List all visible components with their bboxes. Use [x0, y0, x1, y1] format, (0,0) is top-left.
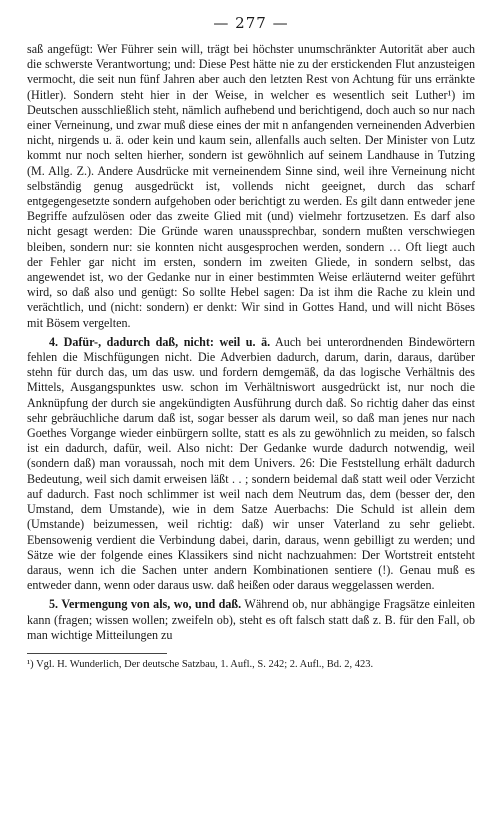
section-5-text: Während ob, nur abhängige Fragsätze einleiten kann (fragen; wissen wollen; zweifeln ob), steht es oft falsch statt daß z. B. für den Fall, ob man wichtige Mitteilungen zu	[27, 597, 475, 642]
page-number: — 277 —	[213, 14, 289, 32]
footnote-divider	[27, 653, 167, 654]
section-5-heading: 5. Vermengung von als, wo, und daß.	[49, 597, 242, 612]
footnote: ¹) Vgl. H. Wunderlich, Der deutsche Satzbau, 1. Aufl., S. 242; 2. Aufl., Bd. 2, 423.	[27, 658, 374, 670]
page-body	[27, 42, 475, 643]
section-4-heading: 4. Dafür-, dadurch daß, nicht: weil u. ä.	[49, 334, 271, 349]
paragraph-continuation: saß angefügt: Wer Führer sein will, trägt bei höchster unumschränkter Autorität aber auch die schwerste Verantwortung; und: Diese Pest hätte nie zu der erstickenden Flut anzusteigen vermocht, die seit nun fünf Jahren aber auch den letzten Rest von Achtung für uns erränkte (Hitler). Sondern steht hier in der Weise, in welcher es wesentlich seit Luther¹) im Deutschen ausschließlich steht, nämlich aufhebend und berichtigend, doch auch so nur nach einer Verneinung, und zwar muß diese eines der mit n anfangenden verneinenden Adverbien nicht, nirgends u. ä. oder kein und kaum sein, allenfalls auch selten. Der Minister von Lutz kommt nur noch selten hierher, sondern ist gewöhnlich auf seinem Landhause in Tutzing (M. Allg. Z.). Andere Ausdrücke mit verneinendem Sinne sind, weil ihre Verneinung nicht selbständig genug ausgedrückt ist, vollends nicht geeignet, durch das scharf entgegengesetzte sondern aufgehoben oder berichtigt zu werden. Es gilt dann entweder jene Begriffe aufzulösen oder das zweite Glied mit (und) vielmehr fortzusetzen. Es darf also nicht gesagt werden: Die Gründe waren unaussprechbar, sondern mußten verschwiegen bleiben, sondern nur: sie konnten nicht ausgesprochen werden, sondern … Oft liegt auch der Fehler gar nicht im ersten, sondern im zweiten Gliede, in sondern selbst, das angewendet ist, wo der Gedanke nur in einer bestimmten Weise erläuternd weiter geführt wird, so daß also und genügt: So sollte Hebel sagen: Da ist ihm die Rache zu klein und verächtlich, und (nicht: sondern) er denkt: Wir sind in Gottes Hand, und will nicht Böses mit Bösem vergelten.	[27, 42, 475, 330]
section-4	[27, 335, 475, 593]
section-5	[27, 597, 475, 643]
section-4-text: Auch bei unterordnenden Bindewörtern fehlen die Mischfügungen nicht. Die Adverbien dadurch, darum, darin, daraus, darüber stehn für durch das, um das usw. und fordern demgemäß, da das logische Verhältnis des Mittels, Ausgangspunktes usw. schon im Verhältniswort ausgedrückt ist, nur noch die Anknüpfung der durch sie angekündigten Ausführung durch daß. So richtig daher das einst sehr gebräuchliche darum daß ist, sogar besser als darum weil, so daß man jenes nur nach Goethes Vorgange wieder einbürgern sollte, statt es als zu gewöhnlich zu meiden, so falsch ist ein dadurch, dafür, weil. Also nicht: Der Gedanke wurde dadurch notwendig, weil (sondern daß) man voraussah, noch mit dem Univers. 26: Die Feststellung erhält dadurch Bedeutung, weil sich damit erweisen läßt . . ; sondern beidemal daß statt weil oder Verzicht auf dadurch. Fast noch schlimmer ist weil nach dem Neutrum das, dem (besser der, den Umstand, dem Umstande), wie in dem Satze Auerbachs: Die Schuld ist allein dem (Umstande) beizumessen, weil richtig: daß) wir unser Vaterland zu sehr geliebt. Ebensowenig verdient die Verbindung dabei, darin, daraus, wenn gebilligt zu werden; und Sätze wie der folgende eines Klassikers sind nicht nachzuahmen: Der Wortstreit entsteht daraus, wenn ich die Sachen unter andern Kombinationen sentiere (!). Genau muß es entweder dann, wenn oder daraus usw. daß heißen oder daraus weggelassen werden.	[27, 334, 475, 593]
